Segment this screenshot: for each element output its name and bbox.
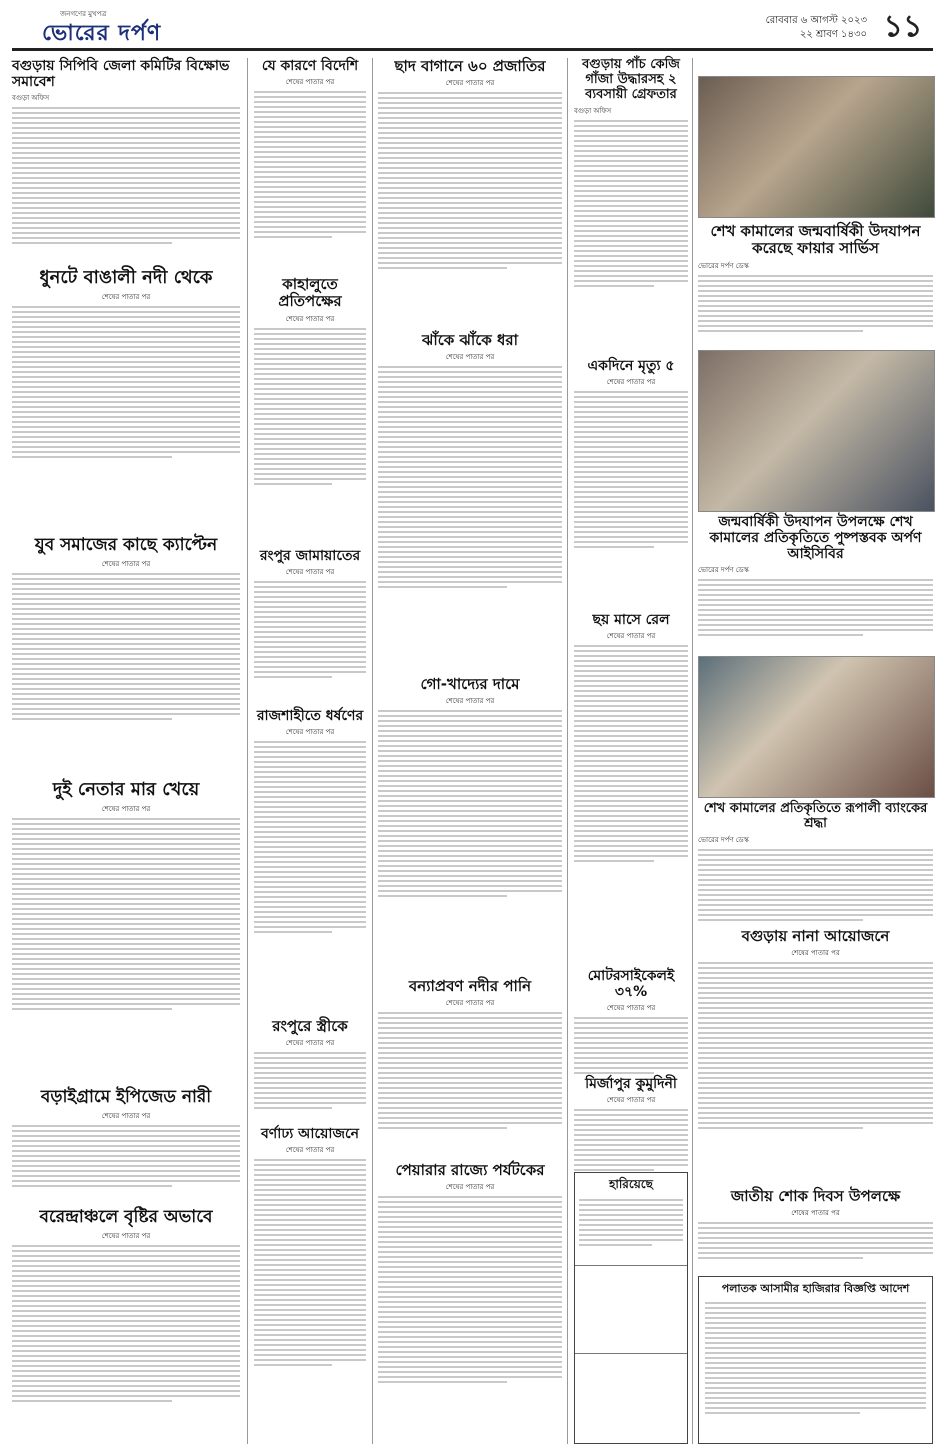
byline: শেষের পাতার পর	[445, 79, 495, 88]
body-text	[698, 849, 933, 921]
body-text	[254, 581, 366, 678]
body-text	[698, 579, 933, 636]
body-text	[574, 1017, 688, 1074]
body-text	[254, 741, 366, 933]
byline: শেষের পাতার পর	[445, 1183, 495, 1192]
headline: মোটরসাইকেলই ৩৭%	[587, 968, 675, 1001]
story	[12, 1208, 240, 1405]
column-divider	[247, 58, 248, 1444]
headline: ছয় মাসে রেল	[592, 612, 670, 628]
headline: ধুনটে বাঙালী নদী থেকে	[39, 267, 213, 288]
notice-rule	[575, 1265, 687, 1266]
column-2	[254, 58, 366, 1444]
lost-notices	[574, 1172, 688, 1444]
byline: শেষের পাতার পর	[285, 568, 335, 577]
story	[254, 1018, 366, 1112]
body-text	[378, 366, 562, 588]
story	[574, 58, 688, 290]
court-notice-text	[699, 1302, 932, 1414]
page-number: ১১	[883, 9, 923, 44]
headline: যে কারণে বিদেশি	[261, 58, 359, 74]
headline: রংপুর জামায়াতের	[259, 548, 361, 564]
icb-tribute-photo	[698, 350, 935, 512]
story	[254, 58, 366, 241]
story	[254, 548, 366, 681]
byline: ভোরের দর্পণ ডেস্ক	[698, 835, 749, 844]
story	[254, 708, 366, 936]
body-text	[12, 818, 240, 1010]
byline: ভোরের দর্পণ ডেস্ক	[698, 261, 749, 270]
right-column	[698, 58, 933, 1444]
newspaper-logo: ভোরের দর্পণ	[42, 21, 162, 46]
body-text	[574, 1109, 688, 1171]
body-text	[698, 275, 933, 332]
story	[574, 358, 688, 551]
date-bengali: ২২ শ্রাবণ ১৪৩০	[799, 29, 867, 40]
body-text	[254, 91, 366, 238]
story	[12, 536, 240, 723]
story	[378, 676, 562, 900]
byline: শেষের পাতার পর	[791, 949, 840, 958]
headline: বগুড়ায় সিপিবি জেলা কমিটির বিক্ষোভ সমাবেশ	[12, 58, 230, 91]
byline: শেষের পাতার পর	[606, 1004, 656, 1013]
court-notice-title: পলাতক আসামীর হাজিরার বিজ্ঞপ্তি আদেশ	[721, 1282, 910, 1295]
story	[378, 1162, 562, 1386]
masthead	[12, 8, 933, 51]
issue-date	[766, 14, 867, 42]
body-text	[574, 120, 688, 287]
headline: বন্যাপ্রবণ নদীর পানি	[408, 977, 532, 995]
byline: শেষের পাতার পর	[285, 1146, 335, 1155]
story	[378, 978, 562, 1132]
story	[12, 58, 240, 247]
story	[378, 58, 562, 272]
headline: জাতীয় শোক দিবস উপলক্ষে	[730, 1187, 901, 1205]
body-text	[12, 1125, 240, 1187]
column-divider	[567, 58, 568, 1444]
story	[574, 1076, 688, 1174]
headline: জন্মবার্ষিকী উদযাপন উপলক্ষে শেখ কামালের প্রতিকৃতিতে পুষ্পস্তবক অর্পণ আইসিবির	[709, 514, 922, 563]
byline: শেষের পাতার পর	[445, 697, 495, 706]
story	[12, 268, 240, 461]
headline: কাহালুতে প্রতিপক্ষের	[278, 275, 342, 311]
byline: শেষের পাতার পর	[101, 292, 151, 301]
body-text	[378, 92, 562, 269]
story	[698, 802, 933, 924]
notice-rule	[575, 1353, 687, 1354]
body-text	[378, 1012, 562, 1129]
column-4	[574, 58, 688, 1444]
masthead-tagline: জনগণের মুখপত্র	[60, 10, 107, 18]
byline: শেষের পাতার পর	[791, 1209, 840, 1218]
body-text	[254, 1052, 366, 1109]
story	[12, 780, 240, 1013]
headline: বগুড়ায় নানা আয়োজনে	[741, 927, 890, 945]
story	[574, 968, 688, 1077]
byline: শেষের পাতার পর	[101, 1231, 151, 1240]
byline: বগুড়া অফিস	[12, 94, 50, 103]
fire-service-photo	[698, 76, 935, 218]
headline: মির্জাপুর কুমুদিনী	[585, 1076, 677, 1092]
byline: বগুড়া অফিস	[574, 106, 612, 115]
body-text	[574, 645, 688, 862]
story	[254, 1126, 366, 1369]
story	[698, 1188, 933, 1262]
headline: গো-খাদ্যের দামে	[420, 675, 520, 693]
body-text	[378, 710, 562, 897]
byline: শেষের পাতার পর	[101, 1111, 151, 1120]
story	[698, 928, 933, 1132]
story	[574, 612, 688, 865]
body-text	[12, 306, 240, 458]
story	[12, 1088, 240, 1190]
column-divider	[692, 58, 693, 1444]
byline: শেষের পাতার পর	[285, 78, 335, 87]
byline: শেষের পাতার পর	[101, 804, 151, 813]
body-text	[378, 1196, 562, 1383]
headline: রাজশাহীতে ধর্ষণের	[256, 708, 364, 724]
body-text	[12, 107, 240, 244]
headline: বড়াইগ্রামে ইপিজেড নারী	[40, 1087, 212, 1107]
byline: শেষের পাতার পর	[606, 378, 656, 387]
byline: শেষের পাতার পর	[285, 728, 335, 737]
byline: শেষের পাতার পর	[445, 353, 495, 362]
headline: বগুড়ায় পাঁচ কেজি গাঁজা উদ্ধারসহ ২ ব্যবসায়ী গ্রেফতার	[582, 57, 680, 102]
byline: শেষের পাতার পর	[285, 314, 335, 323]
headline: বরেন্দ্রাঞ্চলে বৃষ্টির অভাবে	[39, 1207, 213, 1227]
column-3	[378, 58, 562, 1444]
court-notice	[698, 1276, 933, 1444]
headline: শেখ কামালের জন্মবার্ষিকী উদযাপন করেছে ফায়ার সার্ভিস	[710, 222, 921, 258]
byline: শেষের পাতার পর	[101, 559, 151, 568]
body-text	[12, 573, 240, 720]
headline: একদিনে মৃত্যু ৫	[587, 358, 675, 374]
byline: ভোরের দর্পণ ডেস্ক	[698, 566, 749, 575]
headline: ঝাঁকে ঝাঁকে ধরা	[422, 331, 518, 349]
column-1	[12, 58, 240, 1444]
byline: শেষের পাতার পর	[606, 1096, 656, 1105]
headline: বর্ণাঢ্য আয়োজনে	[261, 1126, 359, 1142]
body-text	[254, 1159, 366, 1366]
headline: রংপুরে স্ত্রীকে	[272, 1017, 348, 1035]
byline: শেষের পাতার পর	[445, 999, 495, 1008]
date-gregorian: রোববার ৬ আগস্ট ২০২৩	[765, 15, 867, 26]
body-text	[12, 1245, 240, 1402]
body-text	[698, 962, 933, 1129]
story	[378, 332, 562, 591]
headline: শেখ কামালের প্রতিকৃতিতে রূপালী ব্যাংকের শ্রদ্ধা	[703, 801, 928, 831]
column-divider	[372, 58, 373, 1444]
story	[254, 276, 366, 488]
byline: শেষের পাতার পর	[606, 632, 656, 641]
headline: পেয়ারার রাজ্যে পর্যটকের	[395, 1161, 545, 1179]
body-text	[698, 1222, 933, 1259]
headline: যুব সমাজের কাছে ক্যাপ্টেন	[34, 535, 218, 555]
story	[698, 223, 933, 335]
lost-notice-text	[575, 1199, 687, 1246]
rupali-bank-photo	[698, 656, 935, 798]
body-text	[254, 328, 366, 485]
lost-notice-title: হারিয়েছে	[609, 1177, 653, 1191]
headline: ছাদ বাগানে ৬০ প্রজাতির	[394, 57, 546, 75]
body-text	[574, 391, 688, 548]
story	[698, 514, 933, 639]
headline: দুই নেতার মার খেয়ে	[52, 779, 200, 800]
byline: শেষের পাতার পর	[285, 1039, 335, 1048]
